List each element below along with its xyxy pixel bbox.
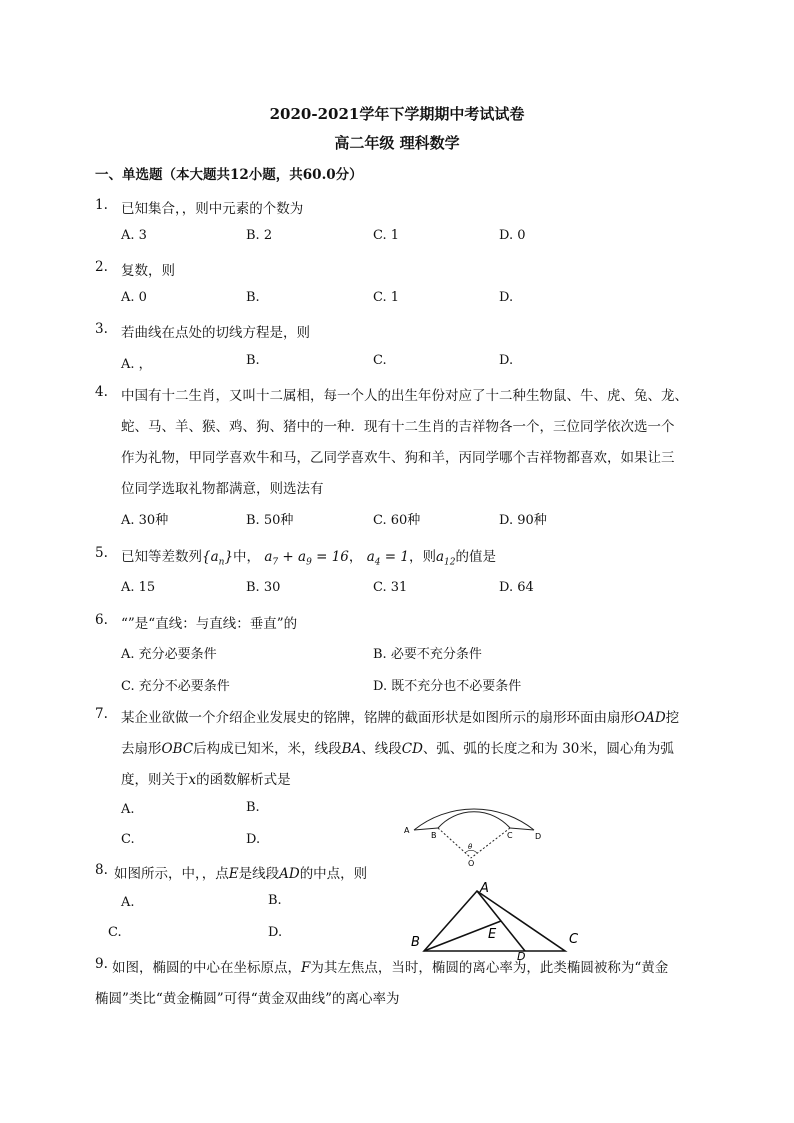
text-part: 度，则关于	[121, 772, 189, 788]
text-part: 中，	[233, 549, 261, 565]
question-number: 7.	[95, 706, 108, 722]
math-symbol: OBC	[161, 741, 194, 757]
question-text-line-4: 位同学选取礼物都满意，则选法有	[121, 481, 324, 497]
question-number: 4.	[95, 384, 108, 400]
option-a: A. 0	[121, 290, 147, 305]
math-symbol: OAD	[634, 710, 666, 726]
question-text-line-1: 中国有十二生肖，又叫十二属相，每一个人的出生年份对应了十二种生物鼠、牛、虎、兔、龙、	[121, 388, 688, 404]
eq-term: + a	[278, 549, 307, 565]
option-d: D.	[246, 832, 261, 847]
text-part: 的中点，则	[299, 866, 368, 882]
question-number: 9.	[95, 956, 108, 972]
question-text-line-1	[112, 956, 668, 976]
option-a: A. 充分必要条件	[121, 647, 217, 662]
question-text-line-1	[121, 706, 679, 726]
question-text: “”是“直线：与直线：垂直”的	[121, 616, 298, 632]
text-part: 如图所示，中，，点	[114, 866, 229, 882]
label-o: O	[468, 859, 475, 868]
option-b: B.	[268, 893, 282, 908]
radius-oc	[471, 828, 510, 858]
option-c: C.	[121, 832, 135, 847]
paper-subtitle: 高二年级 理科数学	[334, 134, 460, 152]
equation-1	[264, 549, 349, 568]
label-d: D	[517, 950, 526, 962]
question-number: 3.	[95, 321, 108, 337]
label-theta: θ	[468, 843, 473, 851]
option-a: A. 30种	[121, 513, 169, 528]
option-d: D.	[268, 925, 283, 940]
option-d: D.	[499, 290, 514, 305]
option-b: B.	[246, 353, 260, 368]
text-part: 去扇形	[121, 741, 162, 757]
label-d: D	[535, 832, 542, 841]
option-c: C.	[108, 925, 122, 940]
question-text-line-3	[121, 768, 291, 788]
math-symbol: E	[228, 866, 239, 882]
text-part: ，	[348, 549, 363, 565]
sequence-symbol	[202, 549, 234, 568]
text-part: 的值是	[455, 549, 496, 565]
option-d: D. 0	[499, 228, 526, 243]
option-c: C.	[373, 353, 387, 368]
text-part: 如图，椭圆的中心在坐标原点，	[112, 960, 301, 976]
option-b: B. 30	[246, 580, 281, 595]
text-part: 的函数解析式是	[196, 772, 291, 788]
section-heading: 一、单选题（本大题共12小题，共60.0分）	[95, 167, 363, 183]
text-part: ，则	[408, 549, 436, 565]
math-symbol: x	[188, 772, 197, 788]
math-symbol: CD	[401, 741, 423, 757]
triangle-figure	[405, 876, 590, 962]
text-part: 某企业欲做一个介绍企业发展史的铭牌，铭牌的截面形状是如图所示的扇形环面由扇形	[121, 710, 634, 726]
option-d: D. 90种	[499, 513, 547, 528]
label-b: B	[431, 831, 437, 840]
question-text-line-2	[121, 737, 674, 757]
eq-sub: 7	[272, 557, 279, 568]
question-number: 6.	[95, 612, 108, 628]
math-symbol: AD	[279, 866, 300, 882]
question-text: 复数，则	[121, 263, 175, 279]
question-number: 2.	[95, 259, 108, 275]
sector-ring-figure	[395, 776, 555, 868]
question-text	[114, 862, 367, 882]
text-part: 是线段	[238, 866, 280, 882]
option-d: D.	[499, 353, 514, 368]
segment-dc	[510, 828, 534, 830]
option-a: A.	[121, 895, 135, 910]
question-text: 若曲线在点处的切线方程是，则	[121, 325, 310, 341]
option-b: B.	[246, 290, 260, 305]
option-a: A. 3	[121, 228, 147, 243]
option-b: B.	[246, 800, 260, 815]
option-a: A. ，	[121, 357, 152, 372]
option-a: A. 15	[121, 580, 156, 595]
label-a: A	[480, 881, 489, 896]
text-part: 挖	[665, 710, 680, 726]
radius-ob	[438, 828, 471, 858]
text-part: 为其左焦点，当时，椭圆的离心率为，此类椭圆被称为“黄金	[310, 960, 669, 976]
text-part: 、线段	[361, 741, 402, 757]
text-part: 后构成已知米，米，线段	[193, 741, 342, 757]
option-c: C. 1	[373, 290, 400, 305]
segment-ab	[414, 828, 438, 830]
math-symbol: BA	[341, 741, 362, 757]
option-b: B. 2	[246, 228, 273, 243]
eq-term: = 16	[311, 549, 349, 565]
option-d: D. 既不充分也不必要条件	[373, 679, 522, 694]
label-a: A	[404, 826, 410, 835]
label-b: B	[411, 935, 420, 950]
paper-title: 2020-2021学年下学期期中考试试卷	[269, 105, 525, 123]
option-c: C. 充分不必要条件	[121, 679, 230, 694]
text-part: 、弧、弧的长度之和为 30米，圆心角为弧	[422, 741, 674, 757]
question-number: 8.	[95, 862, 108, 878]
seq-close: }	[224, 549, 234, 565]
equation-2	[366, 549, 409, 568]
question-number: 5.	[95, 545, 108, 561]
question-text	[121, 545, 496, 568]
label-c: C	[507, 831, 513, 840]
option-b: B. 必要不充分条件	[373, 647, 482, 662]
label-c: C	[569, 932, 579, 947]
inner-arc	[438, 812, 510, 828]
seq-subscript: n	[218, 557, 225, 568]
eq-term: a	[366, 549, 375, 565]
label-e: E	[488, 927, 497, 942]
eq-term: a	[264, 549, 273, 565]
option-d: D. 64	[499, 580, 534, 595]
option-c: C. 60种	[373, 513, 421, 528]
option-b: B. 50种	[246, 513, 294, 528]
option-c: C. 1	[373, 228, 400, 243]
question-text-line-2: 蛇、马、羊、猴、鸡、狗、猪中的一种．现有十二生肖的吉祥物各一个，三位同学依次选一个	[121, 419, 675, 435]
question-number: 1.	[95, 197, 108, 213]
seq-open: {a	[202, 549, 219, 565]
question-text-line-2: 椭圆”类比“黄金椭圆”可得“黄金双曲线”的离心率为	[95, 991, 400, 1007]
eq-term: a	[435, 549, 445, 565]
question-text-line-3: 作为礼物，甲同学喜欢牛和马，乙同学喜欢牛、狗和羊，丙同学哪个吉祥物都喜欢，如果让三	[121, 450, 675, 466]
question-text: 已知集合，，则中元素的个数为	[121, 201, 304, 217]
eq-term: = 1	[380, 549, 409, 565]
option-c: C. 31	[373, 580, 408, 595]
eq-sub: 4	[374, 557, 381, 568]
math-symbol: F	[301, 960, 311, 976]
option-a: A.	[121, 802, 135, 817]
equation-3	[435, 549, 456, 568]
eq-sub: 9	[306, 557, 312, 568]
eq-sub: 12	[444, 557, 456, 568]
text-part: 已知等差数列	[121, 549, 202, 565]
